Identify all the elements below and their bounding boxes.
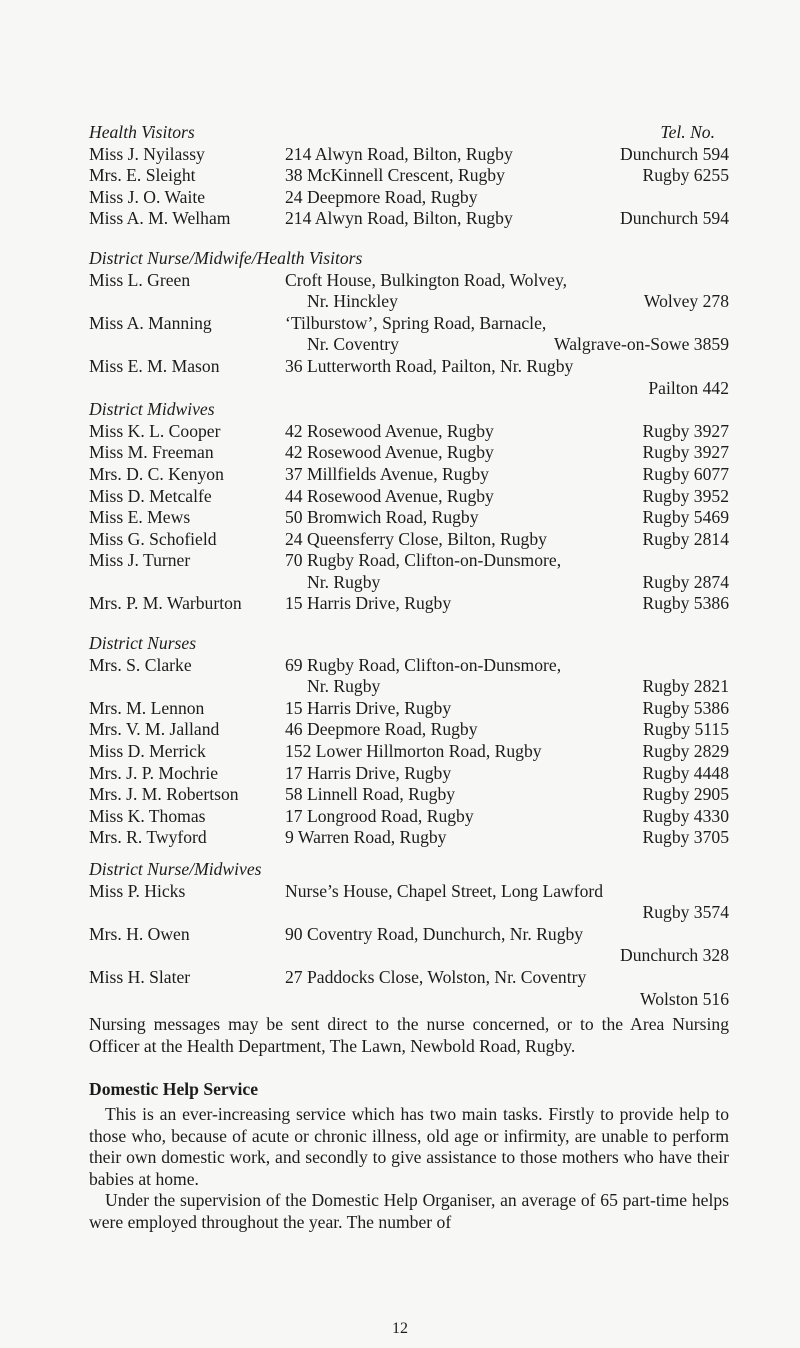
list-item	[89, 356, 729, 378]
list-item-continuation	[89, 291, 729, 313]
telephone: Rugby 4330	[642, 805, 729, 826]
name: Miss H. Slater	[89, 966, 191, 987]
address: 17 Longrood Road, Rugby	[285, 805, 474, 826]
list-item	[89, 967, 729, 989]
list-item	[89, 763, 729, 785]
list-item	[89, 593, 729, 615]
name: Mrs. J. M. Robertson	[89, 784, 239, 805]
list-item	[89, 698, 729, 720]
list-item	[89, 806, 729, 828]
section-heading: District Midwives	[89, 399, 215, 420]
telephone: Rugby 5386	[642, 697, 729, 718]
address: ‘Tilburstow’, Spring Road, Barnacle,	[285, 312, 547, 333]
nursing-messages-paragraph: Nursing messages may be sent direct to the nurse concerned, or to the Area Nursing Officer at the Health Department, The Lawn, Newbold Road, Rugby.	[89, 1014, 729, 1056]
address: Nurse’s House, Chapel Street, Long Lawford	[285, 880, 604, 901]
list-item	[89, 550, 729, 572]
telephone: Pailton 442	[648, 377, 729, 398]
list-item-continuation	[89, 676, 729, 698]
list-item-continuation	[89, 902, 729, 924]
telephone: Rugby 2829	[642, 741, 729, 762]
address: 27 Paddocks Close, Wolston, Nr. Coventry	[285, 966, 587, 987]
list-item-continuation	[89, 945, 729, 967]
name: Miss J. Nyilassy	[89, 143, 205, 164]
address: 44 Rosewood Avenue, Rugby	[285, 485, 494, 506]
list-item-continuation	[89, 334, 729, 356]
name: Mrs. P. M. Warburton	[89, 593, 242, 614]
list-item	[89, 529, 729, 551]
telephone: Wolston 516	[640, 988, 729, 1009]
list-item-continuation	[89, 378, 729, 400]
telephone: Rugby 2874	[642, 571, 729, 592]
telephone: Rugby 3705	[642, 827, 729, 848]
address: 15 Harris Drive, Rugby	[285, 593, 452, 614]
telephone: Rugby 5386	[642, 593, 729, 614]
section-heading: Domestic Help Service	[89, 1079, 259, 1100]
list-item	[89, 784, 729, 806]
address: 69 Rugby Road, Clifton-on-Dunsmore,	[285, 654, 562, 675]
list-item	[89, 924, 729, 946]
name: Miss D. Metcalfe	[89, 485, 212, 506]
section-heading: District Nurse/Midwives	[89, 859, 262, 879]
list-item	[89, 655, 729, 677]
name: Mrs. J. P. Mochrie	[89, 762, 219, 783]
address: 24 Deepmore Road, Rugby	[285, 186, 478, 207]
address: Nr. Hinckley	[307, 291, 398, 312]
name: Mrs. V. M. Jalland	[89, 719, 220, 740]
address: 15 Harris Drive, Rugby	[285, 697, 452, 718]
address: 214 Alwyn Road, Bilton, Rugby	[285, 208, 513, 229]
name: Miss K. L. Cooper	[89, 420, 221, 441]
name: Mrs. R. Twyford	[89, 827, 207, 848]
list-item	[89, 741, 729, 763]
section-heading: District Nurses	[89, 633, 197, 654]
list-item	[89, 464, 729, 486]
tel-heading: Tel. No.	[660, 122, 715, 142]
paragraph: This is an ever-increasing service which has two main tasks. Firstly to provide help to those who, because of acute or chronic illness, old age or infirmity, are unable to perform their own domestic work, and secondly to give assistance to those mothers who have their babies at home.	[89, 1103, 729, 1189]
address: 90 Coventry Road, Dunchurch, Nr. Rugby	[285, 923, 584, 944]
telephone: Walgrave-on-Sowe 3859	[554, 334, 729, 355]
name: Miss A. M. Welham	[89, 208, 231, 229]
name: Miss P. Hicks	[89, 880, 186, 901]
address: 214 Alwyn Road, Bilton, Rugby	[285, 143, 513, 164]
name: Miss J. O. Waite	[89, 186, 206, 207]
list-item	[89, 144, 729, 166]
list-item-continuation	[89, 572, 729, 594]
list-item	[89, 421, 729, 443]
section-heading: Health Visitors	[89, 122, 195, 142]
list-item	[89, 486, 729, 508]
paragraph: Under the supervision of the Domestic Help Organiser, an average of 65 part-time helps were employed throughout the year. The number of	[89, 1190, 729, 1232]
telephone: Rugby 6077	[642, 463, 729, 484]
name: Mrs. S. Clarke	[89, 654, 192, 675]
telephone: Rugby 5469	[642, 507, 729, 528]
name: Mrs. D. C. Kenyon	[89, 463, 224, 484]
telephone: Dunchurch 594	[620, 208, 729, 229]
name: Miss E. M. Mason	[89, 355, 220, 376]
address: 9 Warren Road, Rugby	[285, 827, 447, 848]
address: Nr. Coventry	[307, 334, 399, 355]
address: 38 McKinnell Crescent, Rugby	[285, 165, 505, 186]
address: 46 Deepmore Road, Rugby	[285, 719, 478, 740]
telephone: Dunchurch 328	[620, 945, 729, 966]
page-number: 12	[392, 1320, 408, 1337]
address: Nr. Rugby	[307, 571, 381, 592]
name: Miss K. Thomas	[89, 805, 206, 826]
list-item	[89, 827, 729, 849]
telephone: Dunchurch 594	[620, 143, 729, 164]
name: Miss D. Merrick	[89, 741, 206, 762]
name: Miss J. Turner	[89, 550, 191, 571]
name: Miss L. Green	[89, 269, 191, 290]
telephone: Rugby 4448	[642, 762, 729, 783]
telephone: Rugby 2814	[642, 528, 729, 549]
name: Mrs. H. Owen	[89, 923, 190, 944]
list-item	[89, 442, 729, 464]
address: 36 Lutterworth Road, Pailton, Nr. Rugby	[285, 355, 574, 376]
address: Croft House, Bulkington Road, Wolvey,	[285, 269, 568, 290]
name: Miss G. Schofield	[89, 528, 217, 549]
telephone: Rugby 3927	[642, 442, 729, 463]
telephone: Wolvey 278	[643, 291, 729, 312]
list-item	[89, 270, 729, 292]
telephone: Rugby 2905	[642, 784, 729, 805]
section-heading: District Nurse/Midwife/Health Visitors	[89, 247, 363, 268]
address: Nr. Rugby	[307, 676, 381, 697]
list-item	[89, 313, 729, 335]
document-body	[89, 122, 729, 1234]
address: 24 Queensferry Close, Bilton, Rugby	[285, 528, 547, 549]
address: 58 Linnell Road, Rugby	[285, 784, 456, 805]
telephone: Rugby 5115	[643, 719, 729, 740]
address: 42 Rosewood Avenue, Rugby	[285, 420, 494, 441]
telephone: Rugby 2821	[642, 676, 729, 697]
list-item	[89, 719, 729, 741]
address: 70 Rugby Road, Clifton-on-Dunsmore,	[285, 550, 562, 571]
telephone: Rugby 6255	[642, 165, 729, 186]
health-visitors-section	[89, 122, 729, 144]
list-item	[89, 165, 729, 187]
address: 37 Millfields Avenue, Rugby	[285, 463, 489, 484]
list-item-continuation	[89, 989, 729, 1011]
telephone: Rugby 3927	[642, 420, 729, 441]
list-item	[89, 208, 729, 230]
address: 17 Harris Drive, Rugby	[285, 762, 452, 783]
name: Miss M. Freeman	[89, 442, 214, 463]
telephone: Rugby 3574	[642, 902, 729, 923]
address: 42 Rosewood Avenue, Rugby	[285, 442, 494, 463]
name: Miss A. Manning	[89, 312, 212, 333]
list-item	[89, 187, 729, 209]
address: 152 Lower Hillmorton Road, Rugby	[285, 741, 542, 762]
name: Miss E. Mews	[89, 507, 191, 528]
address: 50 Bromwich Road, Rugby	[285, 507, 479, 528]
list-item	[89, 507, 729, 529]
telephone: Rugby 3952	[642, 485, 729, 506]
name: Mrs. M. Lennon	[89, 697, 205, 718]
list-item	[89, 881, 729, 903]
name: Mrs. E. Sleight	[89, 165, 196, 186]
